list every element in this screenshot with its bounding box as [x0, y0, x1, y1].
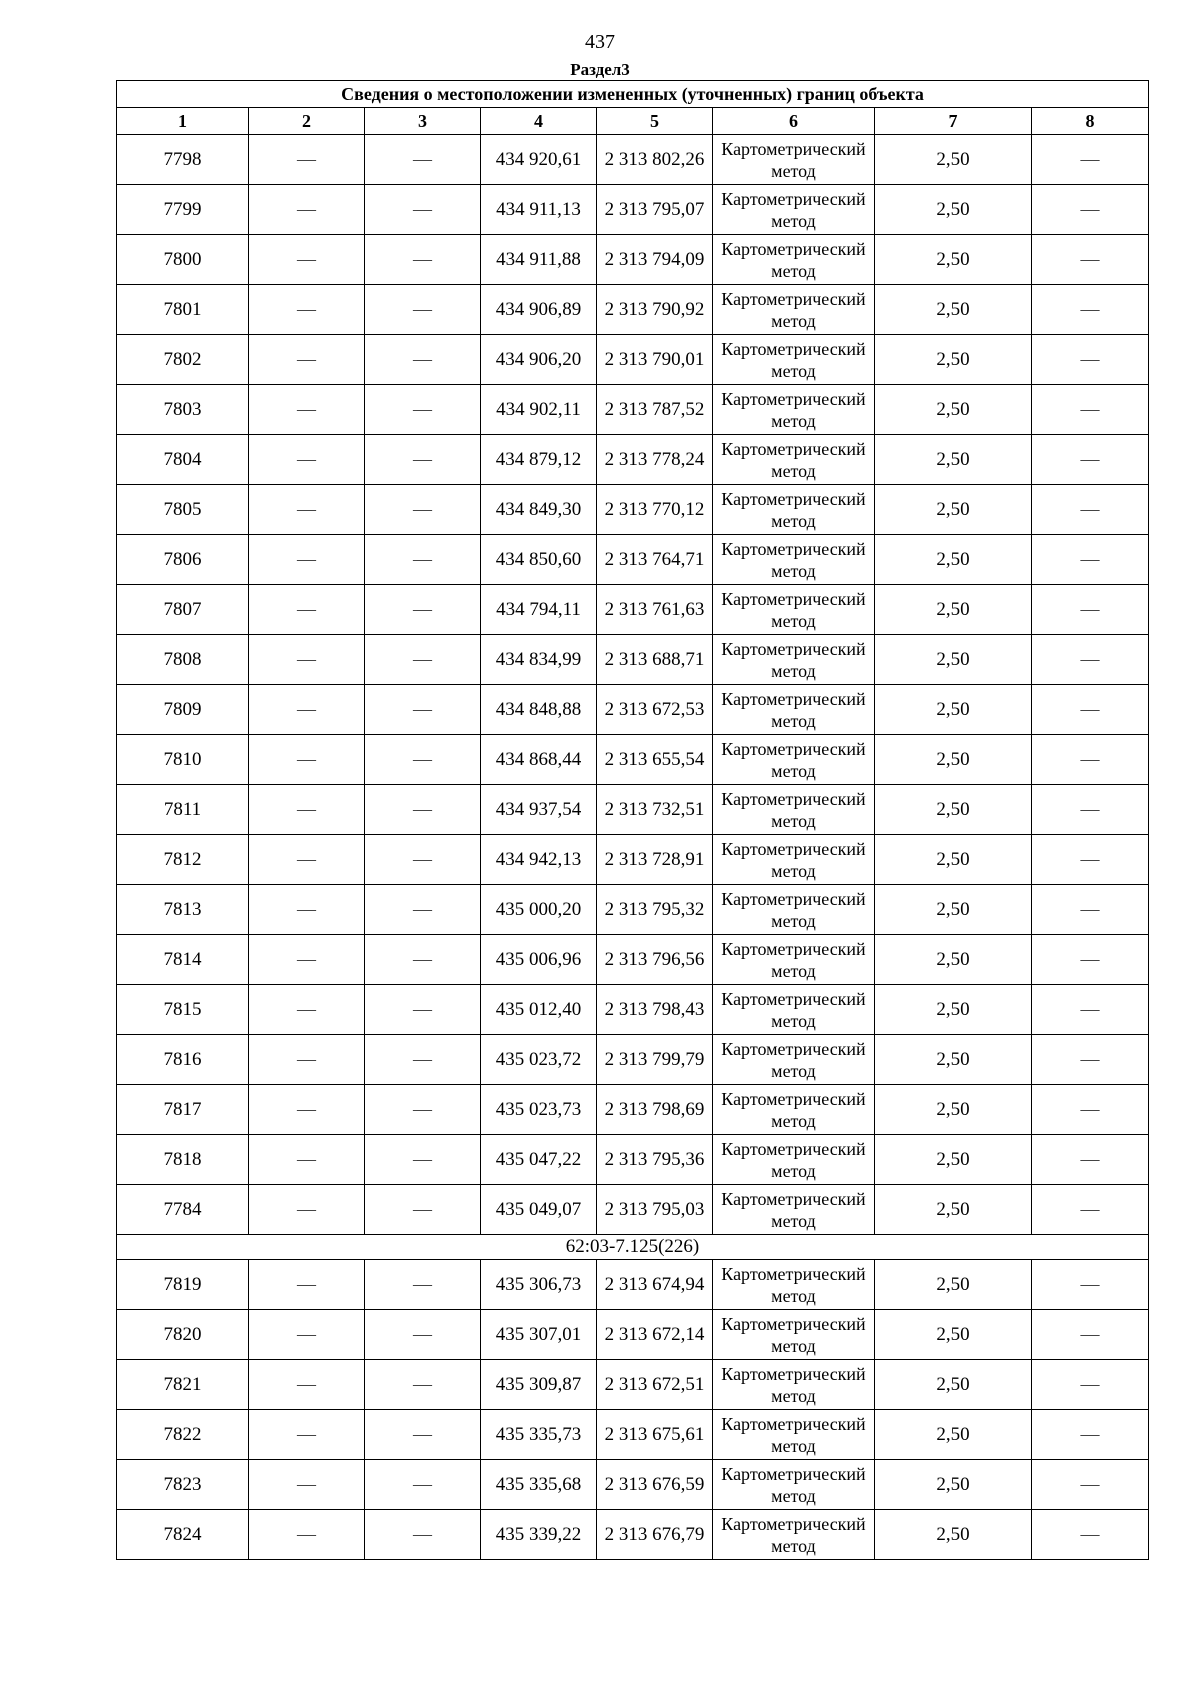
- table-cell-col-5: 2 313 787,52: [597, 385, 713, 435]
- table-cell-col-3: —: [365, 585, 481, 635]
- table-cell-col-6: Картометрический метод: [713, 1135, 875, 1185]
- table-cell-col-8: —: [1032, 585, 1149, 635]
- table-cell-col-4: 434 868,44: [481, 735, 597, 785]
- table-cell-col-5: 2 313 676,59: [597, 1460, 713, 1510]
- table-title-row: [117, 81, 1149, 108]
- table-cell-col-3: —: [365, 485, 481, 535]
- column-header-6: 6: [713, 108, 875, 135]
- table-row: [117, 785, 1149, 835]
- table-cell-col-7: 2,50: [875, 385, 1032, 435]
- table-cell-col-3: —: [365, 1185, 481, 1235]
- table-cell-col-1: 7799: [117, 185, 249, 235]
- table-title: Сведения о местоположении измененных (уточненных) границ объекта: [117, 81, 1149, 108]
- table-row: [117, 835, 1149, 885]
- table-cell-col-8: —: [1032, 735, 1149, 785]
- table-cell-col-8: —: [1032, 1310, 1149, 1360]
- table-cell-col-1: 7816: [117, 1035, 249, 1085]
- table-cell-col-1: 7811: [117, 785, 249, 835]
- table-cell-col-5: 2 313 675,61: [597, 1410, 713, 1460]
- table-cell-col-7: 2,50: [875, 1460, 1032, 1510]
- table-cell-col-3: —: [365, 235, 481, 285]
- table-cell-col-7: 2,50: [875, 1035, 1032, 1085]
- table-cell-col-5: 2 313 732,51: [597, 785, 713, 835]
- table-cell-col-2: —: [249, 585, 365, 635]
- table-cell-col-2: —: [249, 835, 365, 885]
- table-cell-col-7: 2,50: [875, 1135, 1032, 1185]
- table-cell-col-6: Картометрический метод: [713, 1410, 875, 1460]
- table-cell-col-3: —: [365, 985, 481, 1035]
- table-cell-col-8: —: [1032, 1510, 1149, 1560]
- table-cell-col-7: 2,50: [875, 1510, 1032, 1560]
- table-cell-col-7: 2,50: [875, 285, 1032, 335]
- table-cell-col-4: 435 339,22: [481, 1510, 597, 1560]
- table-cell-col-4: 434 902,11: [481, 385, 597, 435]
- table-cell-col-3: —: [365, 1260, 481, 1310]
- table-cell-col-8: —: [1032, 1360, 1149, 1410]
- table-cell-col-2: —: [249, 935, 365, 985]
- table-cell-col-8: —: [1032, 1260, 1149, 1310]
- table-cell-col-4: 435 307,01: [481, 1310, 597, 1360]
- table-row: [117, 685, 1149, 735]
- table-cell-col-4: 434 937,54: [481, 785, 597, 835]
- table-row: [117, 1410, 1149, 1460]
- table-cell-col-1: 7810: [117, 735, 249, 785]
- table-row: [117, 1510, 1149, 1560]
- column-header-2: 2: [249, 108, 365, 135]
- table-cell-col-1: 7813: [117, 885, 249, 935]
- column-header-8: 8: [1032, 108, 1149, 135]
- table-cell-col-3: —: [365, 1035, 481, 1085]
- table-cell-col-3: —: [365, 435, 481, 485]
- table-cell-col-3: —: [365, 1085, 481, 1135]
- table-cell-col-5: 2 313 794,09: [597, 235, 713, 285]
- table-cell-col-5: 2 313 795,03: [597, 1185, 713, 1235]
- table-cell-col-3: —: [365, 785, 481, 835]
- table-cell-col-1: 7824: [117, 1510, 249, 1560]
- table-cell-col-6: Картометрический метод: [713, 735, 875, 785]
- table-cell-col-1: 7820: [117, 1310, 249, 1360]
- table-cell-col-5: 2 313 799,79: [597, 1035, 713, 1085]
- table-cell-col-6: Картометрический метод: [713, 235, 875, 285]
- table-cell-col-7: 2,50: [875, 1360, 1032, 1410]
- table-row: [117, 385, 1149, 435]
- table-cell-col-4: 435 023,72: [481, 1035, 597, 1085]
- table-cell-col-8: —: [1032, 1035, 1149, 1085]
- table-cell-col-1: 7804: [117, 435, 249, 485]
- table-cell-col-2: —: [249, 385, 365, 435]
- table-cell-col-2: —: [249, 785, 365, 835]
- table-cell-col-8: —: [1032, 1085, 1149, 1135]
- table-cell-col-2: —: [249, 735, 365, 785]
- table-cell-col-2: —: [249, 1135, 365, 1185]
- table-cell-col-8: —: [1032, 185, 1149, 235]
- table-cell-col-8: —: [1032, 1460, 1149, 1510]
- table-cell-col-1: 7821: [117, 1360, 249, 1410]
- table-cell-col-7: 2,50: [875, 1260, 1032, 1310]
- table-cell-col-6: Картометрический метод: [713, 835, 875, 885]
- table-row: [117, 285, 1149, 335]
- table-cell-col-5: 2 313 655,54: [597, 735, 713, 785]
- table-cell-col-1: 7809: [117, 685, 249, 735]
- table-cell-col-7: 2,50: [875, 185, 1032, 235]
- table-cell-col-1: 7798: [117, 135, 249, 185]
- table-cell-col-3: —: [365, 885, 481, 935]
- table-cell-col-6: Картометрический метод: [713, 485, 875, 535]
- table-cell-col-5: 2 313 676,79: [597, 1510, 713, 1560]
- table-cell-col-3: —: [365, 1360, 481, 1410]
- table-cell-col-1: 7800: [117, 235, 249, 285]
- page-number: 437: [585, 31, 615, 53]
- table-cell-col-5: 2 313 688,71: [597, 635, 713, 685]
- table-cell-col-8: —: [1032, 235, 1149, 285]
- table-cell-col-2: —: [249, 335, 365, 385]
- table-cell-col-6: Картометрический метод: [713, 1035, 875, 1085]
- table-cell-col-2: —: [249, 285, 365, 335]
- table-cell-col-6: Картометрический метод: [713, 135, 875, 185]
- table-cell-col-8: —: [1032, 385, 1149, 435]
- table-cell-col-7: 2,50: [875, 1310, 1032, 1360]
- table-row: [117, 1185, 1149, 1235]
- table-cell-col-2: —: [249, 235, 365, 285]
- table-cell-col-8: —: [1032, 935, 1149, 985]
- table-cell-col-8: —: [1032, 485, 1149, 535]
- table-cell-col-2: —: [249, 985, 365, 1035]
- table-cell-col-5: 2 313 798,69: [597, 1085, 713, 1135]
- table-cell-col-5: 2 313 728,91: [597, 835, 713, 885]
- table-cell-col-6: Картометрический метод: [713, 1185, 875, 1235]
- table-cell-col-3: —: [365, 535, 481, 585]
- table-cell-col-8: —: [1032, 1185, 1149, 1235]
- table-cell-col-6: Картометрический метод: [713, 185, 875, 235]
- table-cell-col-4: 435 047,22: [481, 1135, 597, 1185]
- table-cell-col-7: 2,50: [875, 435, 1032, 485]
- table-cell-col-2: —: [249, 435, 365, 485]
- table-cell-col-6: Картометрический метод: [713, 385, 875, 435]
- column-header-4: 4: [481, 108, 597, 135]
- table-cell-col-1: 7801: [117, 285, 249, 335]
- table-cell-col-4: 435 335,73: [481, 1410, 597, 1460]
- table-cell-col-3: —: [365, 685, 481, 735]
- table-cell-col-7: 2,50: [875, 1410, 1032, 1460]
- table-cell-col-6: Картометрический метод: [713, 1085, 875, 1135]
- table-cell-col-8: —: [1032, 985, 1149, 1035]
- table-row: [117, 535, 1149, 585]
- table-cell-col-5: 2 313 672,51: [597, 1360, 713, 1410]
- table-row: [117, 585, 1149, 635]
- table-cell-col-7: 2,50: [875, 335, 1032, 385]
- table-row: [117, 1360, 1149, 1410]
- table-cell-col-3: —: [365, 1310, 481, 1360]
- table-cell-col-1: 7805: [117, 485, 249, 535]
- table-cell-col-2: —: [249, 1035, 365, 1085]
- table-cell-col-2: —: [249, 1360, 365, 1410]
- table-cell-col-7: 2,50: [875, 235, 1032, 285]
- table-cell-col-8: —: [1032, 635, 1149, 685]
- section-label: Раздел3: [570, 60, 630, 79]
- table-cell-col-7: 2,50: [875, 835, 1032, 885]
- coordinates-table: [116, 80, 1149, 1560]
- table-cell-col-7: 2,50: [875, 735, 1032, 785]
- table-cell-col-5: 2 313 672,14: [597, 1310, 713, 1360]
- table-cell-col-3: —: [365, 335, 481, 385]
- table-cell-col-4: 435 309,87: [481, 1360, 597, 1410]
- table-cell-col-5: 2 313 798,43: [597, 985, 713, 1035]
- table-cell-col-6: Картометрический метод: [713, 935, 875, 985]
- table-cell-col-2: —: [249, 1310, 365, 1360]
- table-cell-col-4: 435 306,73: [481, 1260, 597, 1310]
- table-cell-col-1: 7818: [117, 1135, 249, 1185]
- table-row: [117, 1035, 1149, 1085]
- table-cell-col-4: 434 848,88: [481, 685, 597, 735]
- table-cell-col-6: Картометрический метод: [713, 535, 875, 585]
- table-cell-col-1: 7784: [117, 1185, 249, 1235]
- table-cell-col-6: Картометрический метод: [713, 885, 875, 935]
- table-cell-col-3: —: [365, 135, 481, 185]
- table-row: [117, 435, 1149, 485]
- column-header-3: 3: [365, 108, 481, 135]
- table-cell-col-4: 434 911,88: [481, 235, 597, 285]
- table-cell-col-5: 2 313 795,07: [597, 185, 713, 235]
- table-row: [117, 1260, 1149, 1310]
- table-cell-col-6: Картометрический метод: [713, 1360, 875, 1410]
- table-cell-col-6: Картометрический метод: [713, 1260, 875, 1310]
- table-cell-col-7: 2,50: [875, 585, 1032, 635]
- table-row: [117, 1085, 1149, 1135]
- table-cell-col-5: 2 313 778,24: [597, 435, 713, 485]
- table-cell-col-8: —: [1032, 785, 1149, 835]
- table-body: [117, 135, 1149, 1560]
- table-cell-col-4: 434 849,30: [481, 485, 597, 535]
- table-cell-col-8: —: [1032, 835, 1149, 885]
- table-cell-col-3: —: [365, 635, 481, 685]
- table-cell-col-5: 2 313 790,92: [597, 285, 713, 335]
- table-cell-col-1: 7822: [117, 1410, 249, 1460]
- table-cell-col-4: 435 049,07: [481, 1185, 597, 1235]
- table-cell-col-6: Картометрический метод: [713, 785, 875, 835]
- table-cell-col-1: 7812: [117, 835, 249, 885]
- table-cell-col-3: —: [365, 185, 481, 235]
- table-cell-col-6: Картометрический метод: [713, 985, 875, 1035]
- table-cell-col-1: 7806: [117, 535, 249, 585]
- table-cell-col-5: 2 313 761,63: [597, 585, 713, 635]
- table-cell-col-4: 434 906,20: [481, 335, 597, 385]
- table-cell-col-8: —: [1032, 335, 1149, 385]
- table-cell-col-3: —: [365, 735, 481, 785]
- table-row: [117, 735, 1149, 785]
- table-cell-col-6: Картометрический метод: [713, 635, 875, 685]
- table-cell-col-6: Картометрический метод: [713, 1310, 875, 1360]
- table-cell-col-1: 7823: [117, 1460, 249, 1510]
- table-cell-col-5: 2 313 790,01: [597, 335, 713, 385]
- table-cell-col-8: —: [1032, 885, 1149, 935]
- table-cell-col-2: —: [249, 1410, 365, 1460]
- table-cell-col-5: 2 313 770,12: [597, 485, 713, 535]
- table-cell-col-1: 7807: [117, 585, 249, 635]
- table-cell-col-7: 2,50: [875, 1085, 1032, 1135]
- table-cell-col-4: 435 335,68: [481, 1460, 597, 1510]
- table-cell-col-4: 435 012,40: [481, 985, 597, 1035]
- table-cell-col-3: —: [365, 385, 481, 435]
- table-cell-col-5: 2 313 795,32: [597, 885, 713, 935]
- column-header-5: 5: [597, 108, 713, 135]
- table-cell-col-8: —: [1032, 535, 1149, 585]
- table-cell-col-3: —: [365, 285, 481, 335]
- table-cell-col-8: —: [1032, 435, 1149, 485]
- table-cell-col-3: —: [365, 1410, 481, 1460]
- table-cell-col-7: 2,50: [875, 1185, 1032, 1235]
- table-cell-col-2: —: [249, 185, 365, 235]
- table-cell-col-2: —: [249, 1185, 365, 1235]
- table-cell-col-7: 2,50: [875, 535, 1032, 585]
- table-row: [117, 635, 1149, 685]
- table-cell-col-2: —: [249, 635, 365, 685]
- table-cell-col-3: —: [365, 1460, 481, 1510]
- table-cell-col-5: 2 313 672,53: [597, 685, 713, 735]
- table-cell-col-5: 2 313 796,56: [597, 935, 713, 985]
- table-cell-col-8: —: [1032, 685, 1149, 735]
- table-cell-col-1: 7808: [117, 635, 249, 685]
- table-cell-col-4: 434 850,60: [481, 535, 597, 585]
- table-cell-col-3: —: [365, 1135, 481, 1185]
- table-cell-col-3: —: [365, 935, 481, 985]
- table-cell-col-4: 435 000,20: [481, 885, 597, 935]
- table-cell-col-7: 2,50: [875, 785, 1032, 835]
- table-cell-col-7: 2,50: [875, 935, 1032, 985]
- table-cell-col-1: 7802: [117, 335, 249, 385]
- table-cell-col-6: Картометрический метод: [713, 585, 875, 635]
- table-cell-col-1: 7803: [117, 385, 249, 435]
- table-cell-col-3: —: [365, 1510, 481, 1560]
- table-cell-col-7: 2,50: [875, 985, 1032, 1035]
- table-cell-col-4: 434 906,89: [481, 285, 597, 335]
- table-cell-col-2: —: [249, 485, 365, 535]
- column-header-1: 1: [117, 108, 249, 135]
- table-cell-col-2: —: [249, 885, 365, 935]
- table-row: [117, 985, 1149, 1035]
- table-cell-col-6: Картометрический метод: [713, 1510, 875, 1560]
- table-row: [117, 235, 1149, 285]
- table-cell-col-8: —: [1032, 1410, 1149, 1460]
- table-cell-col-5: 2 313 802,26: [597, 135, 713, 185]
- table-cell-col-7: 2,50: [875, 885, 1032, 935]
- table-cell-col-2: —: [249, 135, 365, 185]
- table-cell-col-2: —: [249, 535, 365, 585]
- table-cell-col-4: 434 942,13: [481, 835, 597, 885]
- table-row: [117, 335, 1149, 385]
- table-cell-col-2: —: [249, 1510, 365, 1560]
- table-cell-col-7: 2,50: [875, 485, 1032, 535]
- table-cell-col-6: Картометрический метод: [713, 435, 875, 485]
- table-cell-col-4: 434 834,99: [481, 635, 597, 685]
- group-label-row: [117, 1235, 1149, 1260]
- table-cell-col-1: 7814: [117, 935, 249, 985]
- table-cell-col-8: —: [1032, 1135, 1149, 1185]
- table-cell-col-2: —: [249, 685, 365, 735]
- group-label: 62:03-7.125(226): [117, 1235, 1149, 1260]
- column-header-7: 7: [875, 108, 1032, 135]
- table-cell-col-1: 7815: [117, 985, 249, 1035]
- table-cell-col-4: 435 006,96: [481, 935, 597, 985]
- table-cell-col-4: 434 879,12: [481, 435, 597, 485]
- table-header-row: [117, 108, 1149, 135]
- table-row: [117, 885, 1149, 935]
- table-row: [117, 935, 1149, 985]
- table-cell-col-5: 2 313 795,36: [597, 1135, 713, 1185]
- table-cell-col-1: 7817: [117, 1085, 249, 1135]
- table-cell-col-5: 2 313 764,71: [597, 535, 713, 585]
- table-cell-col-6: Картометрический метод: [713, 1460, 875, 1510]
- table-cell-col-4: 434 920,61: [481, 135, 597, 185]
- table-cell-col-8: —: [1032, 135, 1149, 185]
- table-cell-col-7: 2,50: [875, 135, 1032, 185]
- table-cell-col-7: 2,50: [875, 685, 1032, 735]
- table-cell-col-4: 435 023,73: [481, 1085, 597, 1135]
- table-cell-col-3: —: [365, 835, 481, 885]
- table-row: [117, 135, 1149, 185]
- table-cell-col-2: —: [249, 1260, 365, 1310]
- table-row: [117, 1310, 1149, 1360]
- table-cell-col-4: 434 794,11: [481, 585, 597, 635]
- table-cell-col-2: —: [249, 1460, 365, 1510]
- table-cell-col-1: 7819: [117, 1260, 249, 1310]
- table-cell-col-7: 2,50: [875, 635, 1032, 685]
- table-row: [117, 1460, 1149, 1510]
- table-cell-col-6: Картометрический метод: [713, 685, 875, 735]
- table-cell-col-6: Картометрический метод: [713, 285, 875, 335]
- table-cell-col-4: 434 911,13: [481, 185, 597, 235]
- table-cell-col-5: 2 313 674,94: [597, 1260, 713, 1310]
- table-row: [117, 1135, 1149, 1185]
- table-row: [117, 485, 1149, 535]
- table-cell-col-6: Картометрический метод: [713, 335, 875, 385]
- table-cell-col-2: —: [249, 1085, 365, 1135]
- table-cell-col-8: —: [1032, 285, 1149, 335]
- table-row: [117, 185, 1149, 235]
